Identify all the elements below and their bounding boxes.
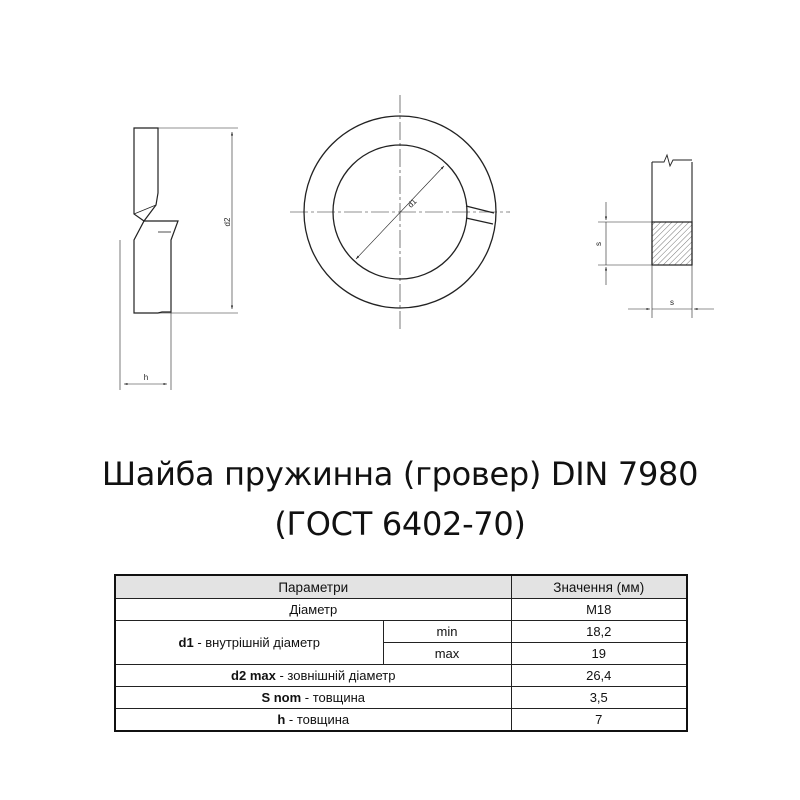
d1-min-label: min <box>383 621 511 643</box>
d1-max-label: max <box>383 643 511 665</box>
diameter-value: M18 <box>511 599 687 621</box>
d1-min-value: 18,2 <box>511 621 687 643</box>
h-label <box>115 709 511 732</box>
table-row <box>115 621 687 643</box>
table-row <box>115 599 687 621</box>
table-row <box>115 709 687 732</box>
diameter-label: Діаметр <box>115 599 511 621</box>
d2-dimension-label: d2 <box>223 217 232 227</box>
d2-label-bold: d2 max <box>231 668 276 683</box>
s-label-bold: S nom <box>261 690 302 705</box>
d1-max-value: 19 <box>511 643 687 665</box>
header-params: Параметри <box>115 575 511 599</box>
d1-dimension-label: d1 <box>405 196 419 210</box>
h-label-bold: h <box>277 712 286 727</box>
s-label <box>115 687 511 709</box>
d1-label-bold: d1 <box>178 635 194 650</box>
h-label-rest: - товщина <box>285 712 350 727</box>
washer-front-view <box>290 95 510 330</box>
d1-label-rest: - внутрішній діаметр <box>193 635 320 650</box>
s-label-rest: - товщина <box>301 690 366 705</box>
d2-label <box>115 665 511 687</box>
page-title: Шайба пружинна (гровер) DIN 7980 <box>101 455 699 493</box>
s-horizontal-dimension-label: s <box>670 298 674 307</box>
section-hatch <box>652 222 692 265</box>
table-header-row <box>115 575 687 599</box>
h-dimension-label: h <box>143 373 149 382</box>
d2-label-rest: - зовнішній діаметр <box>275 668 396 683</box>
table-row <box>115 665 687 687</box>
d2-value: 26,4 <box>511 665 687 687</box>
washer-section-view <box>598 155 714 318</box>
h-value: 7 <box>511 709 687 732</box>
spec-table <box>114 574 688 732</box>
s-value: 3,5 <box>511 687 687 709</box>
page-subtitle: (ГОСТ 6402-70) <box>274 505 526 543</box>
table-row <box>115 687 687 709</box>
washer-side-view <box>120 128 238 390</box>
s-vertical-dimension-label: s <box>594 242 603 246</box>
d1-label <box>115 621 383 665</box>
header-values: Значення (мм) <box>511 575 687 599</box>
